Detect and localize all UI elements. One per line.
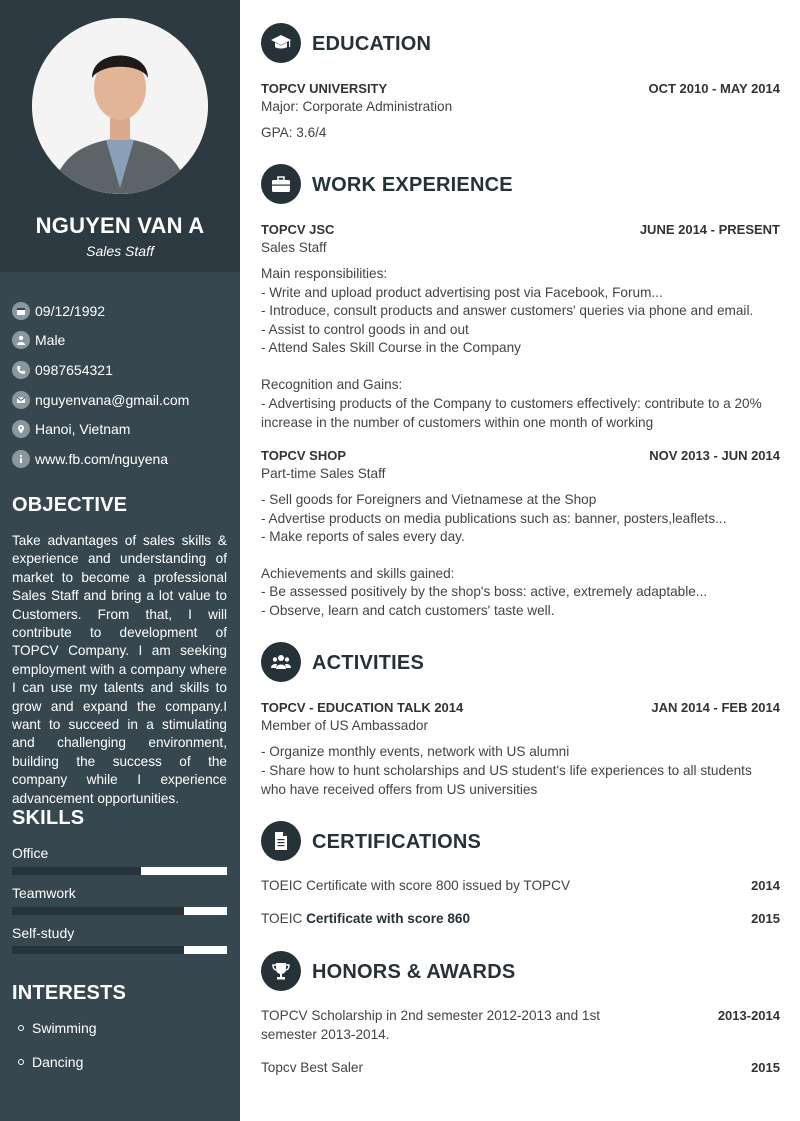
calendar-icon — [12, 302, 30, 320]
avatar — [32, 18, 208, 194]
graduation-cap-icon — [261, 23, 301, 63]
job-row — [261, 222, 780, 237]
skill-label: Teamwork — [12, 885, 76, 901]
job-line: - Write and upload product advertising post via Facebook, Forum... — [261, 285, 663, 300]
job-period: NOV 2013 - JUN 2014 — [649, 448, 780, 463]
bullet-icon — [18, 1059, 24, 1065]
job-company: TOPCV SHOP — [261, 448, 347, 463]
job-row — [261, 448, 780, 463]
trophy-icon — [261, 951, 301, 991]
activities-heading: ACTIVITIES — [312, 652, 425, 674]
contact-value: www.fb.com/nguyena — [35, 450, 169, 467]
job-company: TOPCV JSC — [261, 222, 335, 237]
interest-item — [18, 1020, 97, 1036]
activity-line: - Share how to hunt scholarships and US student's life experiences to all students who have received offers from US universities — [261, 763, 752, 797]
honor-text: TOPCV Scholarship in 2nd semester 2012-2013 and 1st semester 2013-2014. — [261, 1008, 601, 1042]
activity-title: TOPCV - EDUCATION TALK 2014 — [261, 700, 464, 715]
certifications-heading: CERTIFICATIONS — [312, 831, 482, 853]
education-heading: EDUCATION — [312, 33, 432, 55]
sidebar — [0, 0, 240, 1121]
honor-text: Topcv Best Saler — [261, 1060, 363, 1075]
school-name: TOPCV UNIVERSITY — [261, 81, 388, 96]
interest-item — [18, 1054, 83, 1070]
skill-bar — [12, 867, 227, 875]
certification-row — [261, 910, 780, 929]
profile-header — [0, 0, 240, 272]
honor-year: 2015 — [751, 1060, 780, 1075]
contact-value: 0987654321 — [35, 361, 113, 378]
job-period: JUNE 2014 - PRESENT — [639, 222, 780, 237]
skill-fill — [12, 867, 141, 875]
job-line: - Advertise products on media publications such as: banner, posters,leaflets... — [261, 511, 727, 526]
education-row — [261, 81, 780, 96]
job-line: - Observe, learn and catch customers' taste well. — [261, 603, 555, 618]
profile-name: NGUYEN VAN A — [35, 213, 205, 238]
education-major: Major: Corporate Administration — [261, 99, 453, 114]
skill-bar — [12, 946, 227, 954]
email-icon — [12, 391, 30, 409]
activity-role: Member of US Ambassador — [261, 718, 428, 733]
contact-facebook[interactable] — [12, 444, 232, 474]
skill-label: Self-study — [12, 925, 75, 941]
contact-value: nguyenvana@gmail.com — [35, 391, 190, 408]
certification-year: 2015 — [751, 911, 780, 926]
job-line: Recognition and Gains: — [261, 377, 403, 392]
honor-row — [261, 1007, 780, 1044]
contact-location — [12, 414, 232, 444]
info-icon — [12, 450, 30, 468]
skill-fill — [12, 907, 184, 915]
certification-bold: Certificate with score 860 — [306, 911, 471, 926]
job-line: - Be assessed positively by the shop's boss: active, extremely adaptable... — [261, 584, 708, 599]
job-line: - Make reports of sales every day. — [261, 529, 465, 544]
briefcase-icon — [261, 164, 301, 204]
job-line: - Attend Sales Skill Course in the Company — [261, 340, 521, 355]
user-icon — [12, 331, 30, 349]
main-content — [261, 0, 780, 1121]
interests-heading: INTERESTS — [12, 982, 127, 1004]
activity-period: JAN 2014 - FEB 2014 — [651, 700, 780, 715]
honor-year: 2013-2014 — [717, 1008, 780, 1023]
interest-label: Swimming — [32, 1020, 97, 1036]
document-icon — [261, 821, 301, 861]
location-icon — [12, 420, 30, 438]
bullet-icon — [18, 1025, 24, 1031]
contact-value: 09/12/1992 — [35, 302, 106, 319]
certification-year: 2014 — [751, 878, 780, 893]
contact-birthday — [12, 296, 232, 326]
job-line: Main responsibilities: — [261, 266, 388, 281]
contact-value: Male — [35, 332, 66, 349]
objective-heading: OBJECTIVE — [12, 494, 128, 516]
objective-text: Take advantages of sales skills & experience and understanding of market to become a professional Sales Staff and bring a lot value to Customers. From that, I will contribute to development of TOPCV Company. I am seeking employment with a company where I can use my talents and skills to grow and expand the company.I want to succeed in a stimulating and challenging environment, building the success of the company while I experience advancement opportunities. — [12, 533, 227, 806]
contact-gender — [12, 326, 232, 356]
certification-text — [261, 910, 470, 929]
contact-phone — [12, 355, 232, 385]
skills-heading: SKILLS — [12, 807, 85, 829]
job-line: - Assist to control goods in and out — [261, 322, 469, 337]
interest-label: Dancing — [32, 1054, 84, 1070]
job-line: Achievements and skills gained: — [261, 566, 455, 581]
phone-icon — [12, 361, 30, 379]
contact-list — [12, 296, 232, 474]
profile-role: Sales Staff — [86, 243, 154, 259]
honors-heading: HONORS & AWARDS — [312, 961, 516, 983]
skill-label: Office — [12, 845, 49, 861]
job-position: Sales Staff — [261, 240, 327, 255]
honor-row — [261, 1059, 780, 1078]
activity-line: - Organize monthly events, network with US alumni — [261, 744, 570, 759]
work-heading: WORK EXPERIENCE — [312, 174, 513, 196]
education-period: OCT 2010 - MAY 2014 — [648, 81, 780, 96]
job-position: Part-time Sales Staff — [261, 466, 386, 481]
skill-bar — [12, 907, 227, 915]
group-icon — [261, 642, 301, 682]
contact-value: Hanoi, Vietnam — [35, 421, 131, 438]
certification-prefix: TOEIC — [261, 911, 307, 926]
job-line: - Advertising products of the Company to customers effectively: contribute to a 20% increase in the number of customers within one month of working — [261, 396, 762, 430]
certification-row — [261, 877, 780, 896]
education-gpa: GPA: 3.6/4 — [261, 125, 327, 140]
skill-fill — [12, 946, 184, 954]
job-line: - Sell goods for Foreigners and Vietnamese at the Shop — [261, 492, 597, 507]
activity-row — [261, 700, 780, 715]
contact-email[interactable] — [12, 385, 232, 415]
job-line: - Introduce, consult products and answer customers' queries via phone and email. — [261, 303, 754, 318]
certification-text: TOEIC Certificate with score 800 issued by TOPCV — [261, 878, 571, 893]
